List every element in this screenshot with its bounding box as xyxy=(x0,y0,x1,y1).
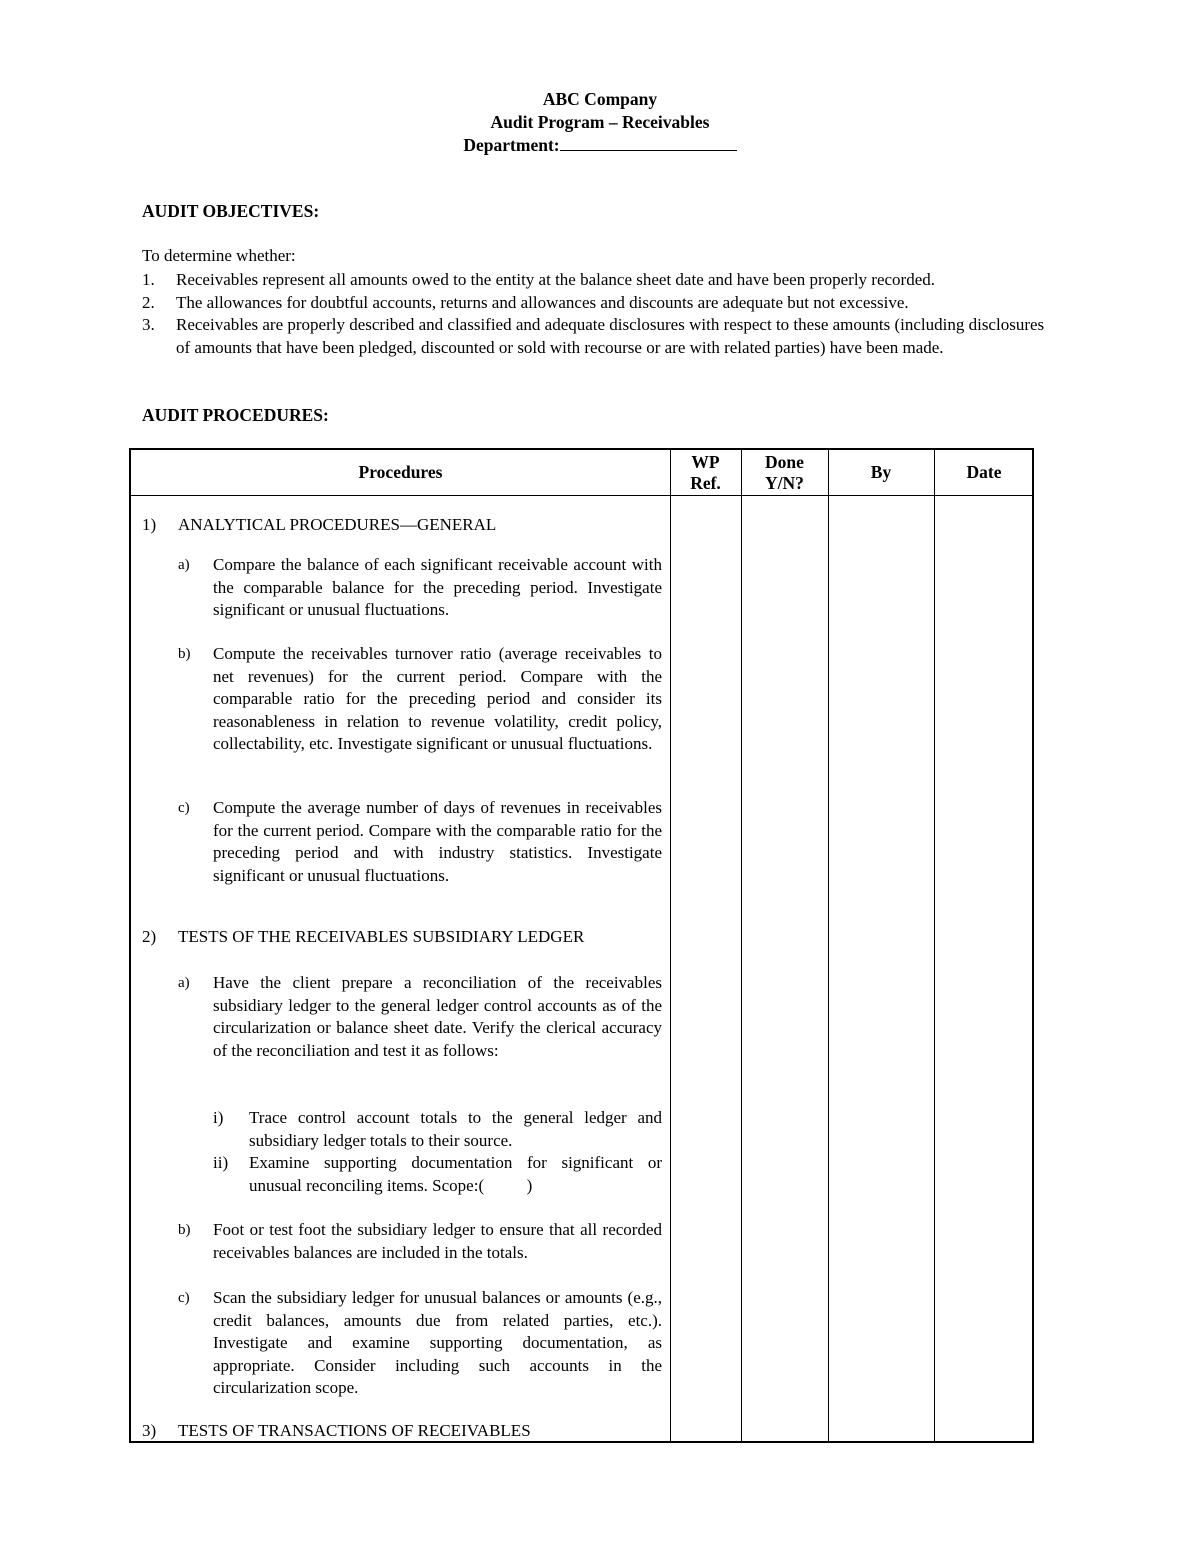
header-wp-ref-line2: Ref. xyxy=(690,472,721,493)
item-text: Foot or test foot the subsidiary ledger to ensure that all recorded receivables balances are included in the totals. xyxy=(213,1220,662,1262)
header-date: Date xyxy=(966,462,1002,482)
section-title: TESTS OF THE RECEIVABLES SUBSIDIARY LEDGER xyxy=(178,927,585,946)
header-wp-ref xyxy=(670,450,741,495)
subitem-text: Trace control account totals to the general ledger and subsidiary ledger totals to their source. xyxy=(249,1108,662,1150)
item-text: Compare the balance of each significant receivable account with the comparable balance for the preceding period. Investigate significant or unusual fluctuations. xyxy=(213,555,662,619)
item-label: a) xyxy=(178,557,190,573)
objective-text: Receivables represent all amounts owed to the entity at the balance sheet date and have been properly recorded. xyxy=(176,270,936,289)
department-line xyxy=(463,134,736,157)
audit-objectives-heading: AUDIT OBJECTIVES: xyxy=(142,201,320,221)
objective-number: 2. xyxy=(142,292,155,312)
item-text: Compute the receivables turnover ratio (average receivables to net revenues) for the current period. Compare with the comparable ratio for the preceding period and consider its reasonableness in relation to revenue volatility, credit policy, collectability, etc. Investigate significant or unusual fluctuations. xyxy=(213,644,662,753)
section-label: 3) xyxy=(142,1421,157,1440)
section-title: ANALYTICAL PROCEDURES—GENERAL xyxy=(178,515,497,534)
column-divider xyxy=(934,450,935,1441)
item-text: Scan the subsidiary ledger for unusual balances or amounts (e.g., credit balances, amounts due from related parties, etc.). Investigate and examine supporting documentation, as appropriate. Consider including such accounts in the circularization scope. xyxy=(213,1288,662,1397)
item-text: Compute the average number of days of revenues in receivables for the current period. Compare with the comparable ratio for the preceding period and with industry statistics. Investigate significant or unusual fluctuations. xyxy=(213,798,662,885)
subitem-text: Examine supporting documentation for significant or unusual reconciling items. Scope:( ) xyxy=(249,1153,662,1195)
document-header xyxy=(0,88,1200,157)
document-title: Audit Program – Receivables xyxy=(490,112,710,132)
section-label: 1) xyxy=(142,515,157,534)
header-done-line1: Done xyxy=(765,451,804,472)
objective-item xyxy=(142,269,1062,292)
item-label: b) xyxy=(178,646,191,662)
objectives-intro: To determine whether: xyxy=(142,246,296,265)
procedure-item xyxy=(178,554,662,622)
column-divider xyxy=(670,450,671,1441)
item-label: a) xyxy=(178,975,190,991)
item-label: c) xyxy=(178,800,190,816)
objective-item xyxy=(142,314,1062,359)
header-wp-ref-line1: WP xyxy=(691,451,720,472)
item-label: c) xyxy=(178,1290,190,1306)
procedure-item xyxy=(178,972,662,1062)
header-separator xyxy=(131,495,1032,496)
subitem-label: ii) xyxy=(213,1153,229,1172)
column-divider xyxy=(828,450,829,1441)
header-procedures: Procedures xyxy=(358,462,443,482)
header-done-line2: Y/N? xyxy=(765,472,804,493)
company-name: ABC Company xyxy=(542,89,658,109)
item-label: b) xyxy=(178,1222,191,1238)
column-divider xyxy=(741,450,742,1441)
section-label: 2) xyxy=(142,927,157,946)
header-by: By xyxy=(870,462,892,482)
department-label: Department: xyxy=(463,135,560,155)
objective-number: 3. xyxy=(142,315,155,334)
objective-number: 1. xyxy=(142,270,155,289)
item-text: Have the client prepare a reconciliation of the receivables subsidiary ledger to the general ledger control accounts as of the circularization or balance sheet date. Verify the clerical accuracy of the reconciliation and test it as follows: xyxy=(213,973,662,1060)
objective-text: Receivables are properly described and classified and adequate disclosures with respect to these amounts (including disclosures of amounts that have been pledged, discounted or sold with recourse or are with related parties) have been made. xyxy=(176,315,1045,357)
procedure-item xyxy=(178,1287,662,1400)
header-done xyxy=(741,450,828,495)
procedure-subitem xyxy=(213,1107,662,1152)
objective-text: The allowances for doubtful accounts, returns and allowances and discounts are adequate but not excessive. xyxy=(176,292,909,312)
procedure-item xyxy=(178,797,662,887)
procedure-item xyxy=(178,1219,662,1264)
procedure-subitem xyxy=(213,1152,662,1197)
department-blank xyxy=(560,135,737,151)
objectives-list xyxy=(142,269,1062,359)
section-title: TESTS OF TRANSACTIONS OF RECEIVABLES xyxy=(178,1421,531,1440)
audit-procedures-table xyxy=(129,448,1034,1443)
subitem-label: i) xyxy=(213,1108,224,1127)
audit-procedures-heading: AUDIT PROCEDURES: xyxy=(142,405,329,425)
objective-item xyxy=(142,292,1062,315)
procedure-item xyxy=(178,643,662,756)
